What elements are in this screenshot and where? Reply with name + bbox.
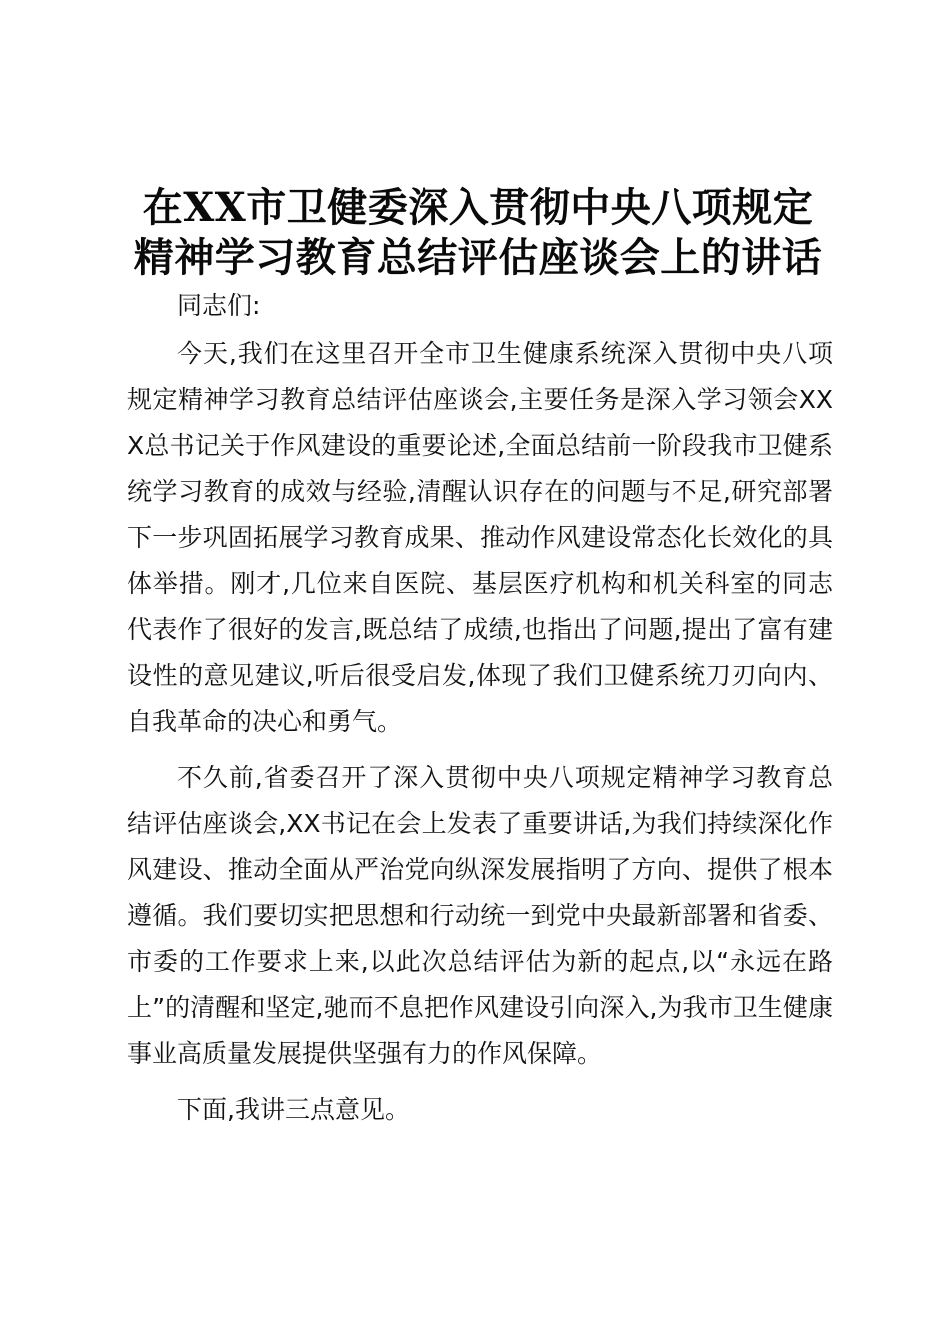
title-line-1: 在XX市卫健委深入贯彻中央八项规定 (142, 184, 814, 231)
document-body (127, 283, 833, 1143)
title-line-2: 精神学习教育总结评估座谈会上的讲话 (133, 234, 823, 281)
paragraph-opening: 今天,我们在这里召开全市卫生健康系统深入贯彻中央八项规定精神学习教育总结评估座谈会,主要任务是深入学习领会XXX总书记关于作风建设的重要论述,全面总结前一阶段我市卫健系统学习教育的成效与经验,清醒认识存在的问题与不足,研究部署下一步巩固拓展学习教育成果、推动作风建设常态化长效化的具体举措。刚才,几位来自医院、基层医疗机构和机关科室的同志代表作了很好的发言,既总结了成绩,也指出了问题,提出了富有建设性的意见建议,听后很受启发,体现了我们卫健系统刀刃向内、自我革命的决心和勇气。 (127, 339, 833, 736)
paragraph-provincial-meeting: 不久前,省委召开了深入贯彻中央八项规定精神学习教育总结评估座谈会,XX书记在会上发表了重要讲话,为我们持续深化作风建设、推动全面从严治党向纵深发展指明了方向、提供了根本遵循。我们要切实把思想和行动统一到党中央最新部署和省委、市委的工作要求上来,以此次总结评估为新的起点,以“永远在路上”的清醒和坚定,驰而不息把作风建设引向深入,为我市卫生健康事业高质量发展提供坚强有力的作风保障。 (127, 763, 833, 1068)
document-title (118, 183, 838, 283)
paragraph-transition: 下面,我讲三点意见。 (177, 1095, 410, 1124)
salutation: 同志们: (177, 291, 261, 320)
